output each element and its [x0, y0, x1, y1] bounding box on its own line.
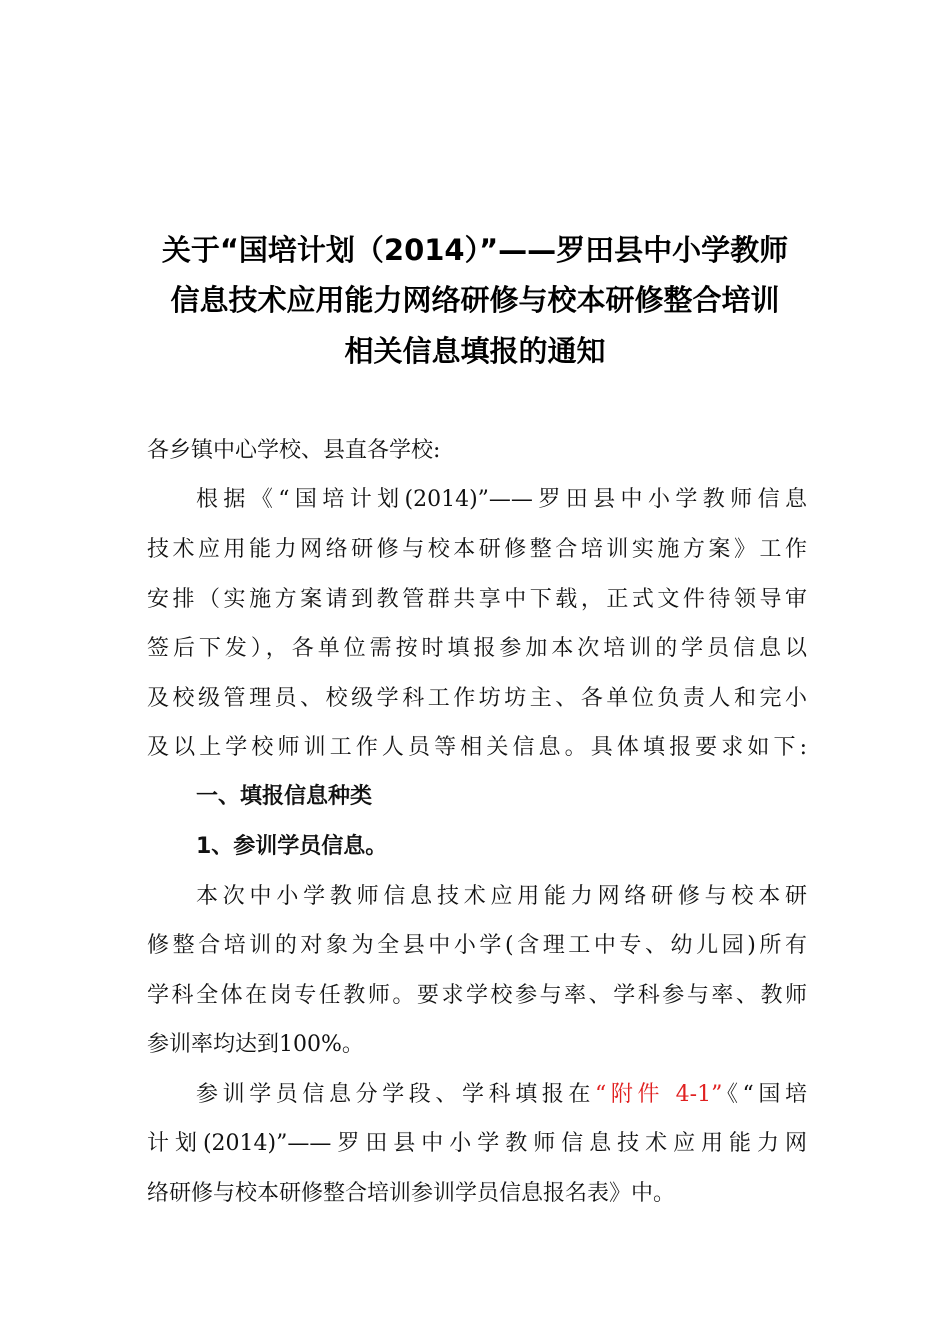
- document-title-line-3: 相关信息填报的通知: [344, 334, 606, 368]
- paragraph-text: 参训学员信息分学段、学科填报在: [196, 1082, 596, 1107]
- paragraph-line: 及以上学校师训工作人员等相关信息。具体填报要求如下:: [147, 735, 807, 760]
- section-heading: 一、填报信息种类: [196, 784, 373, 809]
- paragraph-line: 技术应用能力网络研修与校本研修整合培训实施方案》工作: [147, 537, 807, 562]
- attachment-reference: “附件 4-1”: [595, 1082, 723, 1107]
- document-title-line-2: 信息技术应用能力网络研修与校本研修整合培训: [170, 283, 780, 317]
- paragraph-line: 参训率均达到100%。: [147, 1032, 364, 1057]
- paragraph-line: 学科全体在岗专任教师。要求学校参与率、学科参与率、教师: [147, 983, 807, 1008]
- paragraph-line: 安排（实施方案请到教管群共享中下载，正式文件待领导审: [147, 587, 807, 612]
- document-title-line-1: 关于“国培计划（2014）”——罗田县中小学教师: [161, 233, 789, 267]
- paragraph-line: 签后下发），各单位需按时填报参加本次培训的学员信息以: [147, 636, 807, 661]
- paragraph-line: [196, 1080, 807, 1110]
- paragraph-line: 计划(2014)”——罗田县中小学教师信息技术应用能力网: [147, 1131, 807, 1156]
- paragraph-line: 本次中小学教师信息技术应用能力网络研修与校本研: [196, 884, 807, 909]
- subsection-heading: 1、参训学员信息。: [196, 834, 388, 859]
- paragraph-line: 及校级管理员、校级学科工作坊坊主、各单位负责人和完小: [147, 686, 807, 711]
- paragraph-text: 《“国培: [722, 1082, 807, 1107]
- salutation: 各乡镇中心学校、县直各学校:: [147, 438, 441, 463]
- paragraph-line: 根据《“国培计划(2014)”——罗田县中小学教师信息: [196, 487, 807, 512]
- paragraph-line: 修整合培训的对象为全县中小学(含理工中专、幼儿园)所有: [147, 933, 807, 958]
- paragraph-line: 络研修与校本研修整合培训参训学员信息报名表》中。: [147, 1181, 676, 1206]
